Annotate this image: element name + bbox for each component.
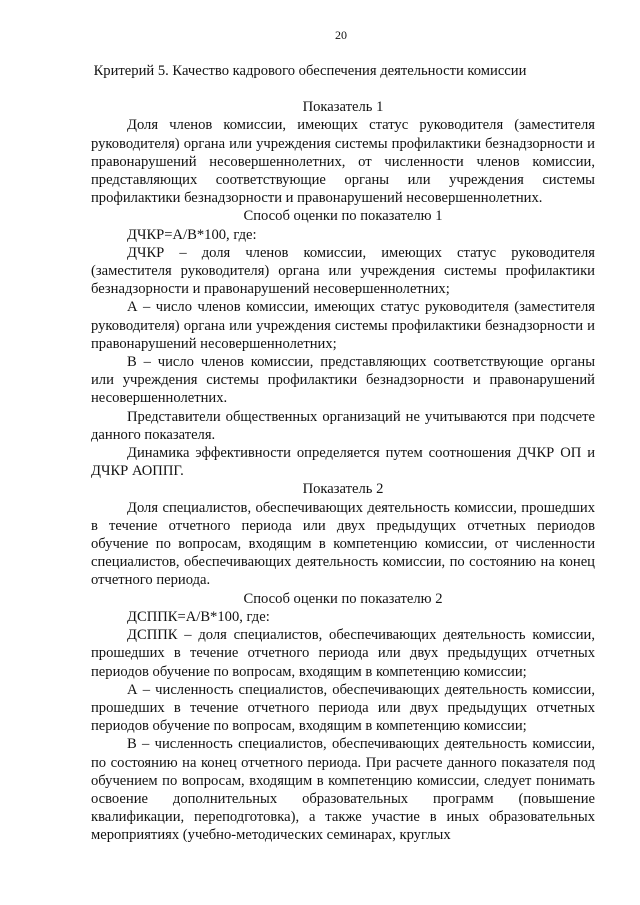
indicator-1-definition-a: А – число членов комиссии, имеющих статус руководителя (заместителя руководителя) органа или учреждения системы профилактики безнадзорности и правонарушений несовершеннолетних; bbox=[91, 299, 595, 352]
indicator-2-heading: Показатель 2 bbox=[302, 481, 384, 498]
indicator-1-description: Доля членов комиссии, имеющих статус руководителя (заместителя руководителя) органа или учреждения системы профилактики безнадзорности и правонарушений несовершеннолетних, от численности членов комиссии, представляющих соответствующие органы или учреждения системы профилактики безнадзорности и правонарушений несовершеннолетних. bbox=[91, 117, 595, 207]
indicator-2-description: Доля специалистов, обеспечивающих деятельность комиссии, прошедших в течение отчетного периода или двух предыдущих отчетных периодов обучение по вопросам, входящим в компетенцию комиссии, от численности специалистов, обеспечивающих деятельность комиссии, по состоянию на конец отчетного периода. bbox=[91, 499, 595, 589]
indicator-1-heading: Показатель 1 bbox=[302, 99, 384, 116]
indicator-1-note-public: Представители общественных организаций не учитываются при подсчете данного показателя. bbox=[91, 408, 595, 443]
indicator-2-definition-dsppk: ДСППК – доля специалистов, обеспечивающих деятельность комиссии, прошедших в течение отчетного периода или двух предыдущих отчетных периодов обучение по вопросам, входящим в компетенцию комиссии; bbox=[91, 627, 595, 680]
page-number: 20 bbox=[335, 28, 347, 42]
indicator-2-definition-a: А – численность специалистов, обеспечивающих деятельность комиссии, прошедших в течение отчетного периода или двух предыдущих отчетных периодов обучение по вопросам, входящим в компетенцию комиссии; bbox=[91, 681, 595, 735]
criterion-title: Критерий 5. Качество кадрового обеспечения деятельности комиссии bbox=[93, 63, 527, 79]
indicator-1-note-dynamics: Динамика эффективности определяется путем соотношения ДЧКР ОП и ДЧКР АОППГ. bbox=[91, 445, 595, 480]
indicator-1-formula: ДЧКР=А/В*100, где: bbox=[127, 226, 257, 243]
indicator-1-section bbox=[91, 98, 595, 480]
indicator-2-section bbox=[91, 480, 595, 844]
indicator-1-method-heading: Способ оценки по показателю 1 bbox=[243, 208, 443, 225]
indicator-2-method-heading: Способ оценки по показателю 2 bbox=[243, 590, 443, 607]
indicator-2-formula: ДСППК=А/В*100, где: bbox=[127, 608, 270, 625]
indicator-2-definition-b: В – численность специалистов, обеспечивающих деятельность комиссии, по состоянию на конец отчетного периода. При расчете данного показателя под обучением по вопросам, входящим в компетенцию комиссии, следует понимать освоение дополнительных образовательных программ (повышение квалификации, переподготовка), а также участие в иных образовательных мероприятиях (учебно-методических семинарах, круглых bbox=[91, 736, 595, 844]
indicator-1-definition-dchkr: ДЧКР – доля членов комиссии, имеющих статус руководителя (заместителя руководителя) органа или учреждения системы профилактики безнадзорности и правонарушений несовершеннолетних; bbox=[91, 244, 595, 298]
indicator-1-definition-b: В – число членов комиссии, представляющих соответствующие органы или учреждения системы профилактики безнадзорности и правонарушений несовершеннолетних. bbox=[91, 354, 595, 407]
document-page bbox=[91, 28, 595, 845]
